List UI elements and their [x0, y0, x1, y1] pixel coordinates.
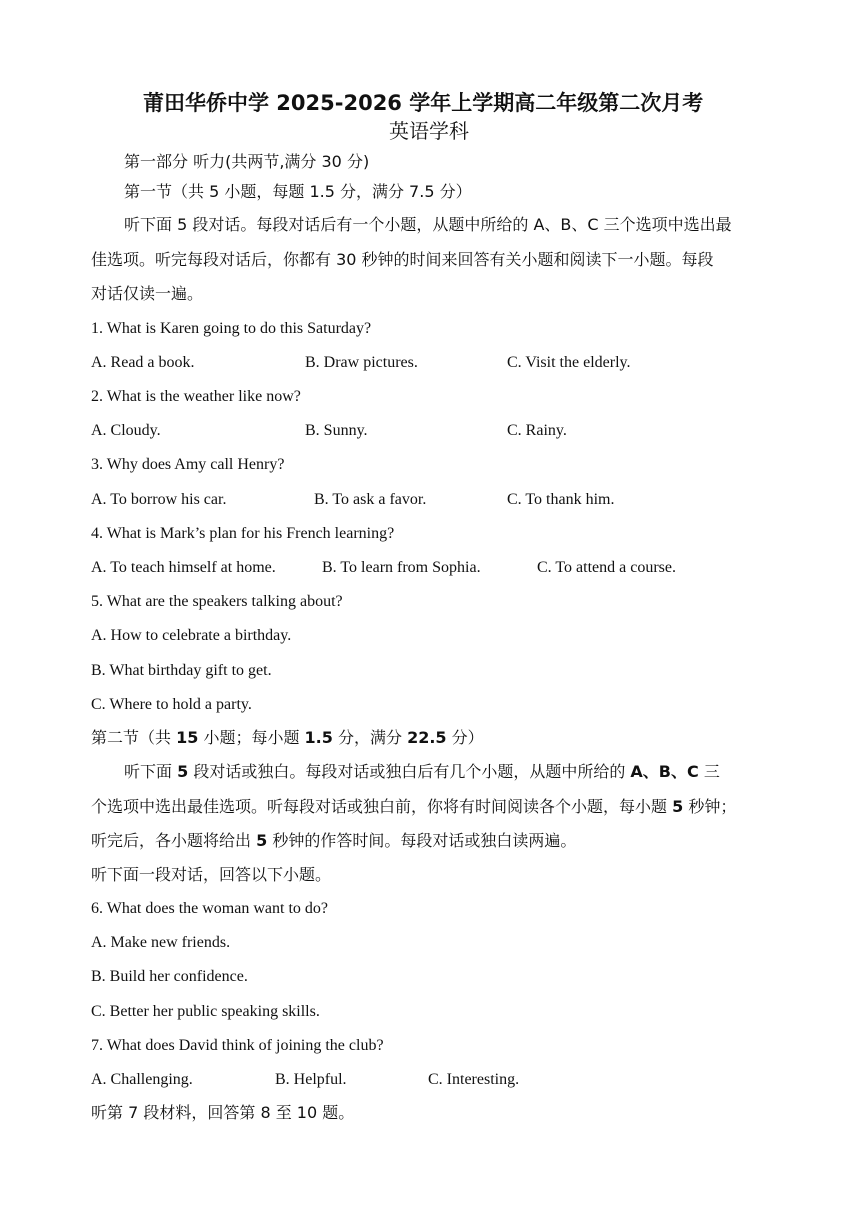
question-1: 1. What is Karen going to do this Saturday? — [91, 320, 372, 337]
listen-prompt: 听下面一段对话，回答以下小题。 — [91, 865, 332, 884]
material-7-prompt: 听第 7 段材料，回答第 8 至 10 题。 — [91, 1103, 355, 1122]
question-6-option-a: A. Make new friends. — [91, 934, 231, 951]
question-6-option-c: C. Better her public speaking skills. — [91, 1003, 320, 1020]
section1-heading: 第一节（共 5 小题，每题 1.5 分，满分 7.5 分） — [124, 182, 472, 201]
question-2-option-b: B. Sunny. — [305, 422, 368, 439]
section1-instruction-line2: 佳选项。听完每段对话后，你都有 30 秒钟的时间来回答有关小题和阅读下一小题。每段 — [91, 250, 714, 269]
section2-instruction-line2: 个选项中选出最佳选项。听每段对话或独白前，你将有时间阅读各个小题，每小题 5 秒钟； — [91, 797, 737, 816]
question-4-option-a: A. To teach himself at home. — [91, 559, 276, 576]
question-3-option-b: B. To ask a favor. — [314, 491, 427, 508]
question-1-option-a: A. Read a book. — [91, 354, 195, 371]
question-4: 4. What is Mark’s plan for his French learning? — [91, 525, 395, 542]
section1-instruction-line1: 听下面 5 段对话。每段对话后有一个小题，从题中所给的 A、B、C 三个选项中选出最 — [124, 215, 732, 234]
question-2: 2. What is the weather like now? — [91, 388, 301, 405]
question-7-option-b: B. Helpful. — [275, 1071, 347, 1088]
question-7-option-c: C. Interesting. — [428, 1071, 520, 1088]
question-3-option-a: A. To borrow his car. — [91, 491, 227, 508]
question-5-option-c: C. Where to hold a party. — [91, 696, 252, 713]
question-2-option-c: C. Rainy. — [507, 422, 567, 439]
question-1-option-b: B. Draw pictures. — [305, 354, 418, 371]
question-7: 7. What does David think of joining the club? — [91, 1037, 384, 1054]
part1-heading: 第一部分 听力(共两节,满分 30 分) — [124, 152, 370, 171]
exam-title: 莆田华侨中学 2025-2026 学年上学期高二年级第二次月考 — [143, 91, 704, 115]
subject-title: 英语学科 — [389, 119, 469, 143]
section2-instruction-line1: 听下面 5 段对话或独白。每段对话或独白后有几个小题，从题中所给的 A、B、C 三 — [124, 762, 720, 781]
section2-instruction-line3: 听完后，各小题将给出 5 秒钟的作答时间。每段对话或独白读两遍。 — [91, 831, 577, 850]
question-4-option-b: B. To learn from Sophia. — [322, 559, 481, 576]
question-3-option-c: C. To thank him. — [507, 491, 615, 508]
question-1-option-c: C. Visit the elderly. — [507, 354, 631, 371]
question-6: 6. What does the woman want to do? — [91, 900, 328, 917]
question-6-option-b: B. Build her confidence. — [91, 968, 248, 985]
question-4-option-c: C. To attend a course. — [537, 559, 676, 576]
question-2-option-a: A. Cloudy. — [91, 422, 161, 439]
question-5-option-a: A. How to celebrate a birthday. — [91, 627, 292, 644]
question-7-option-a: A. Challenging. — [91, 1071, 193, 1088]
section2-heading: 第二节（共 15 小题；每小题 1.5 分，满分 22.5 分） — [91, 728, 484, 747]
question-3: 3. Why does Amy call Henry? — [91, 456, 285, 473]
question-5-option-b: B. What birthday gift to get. — [91, 662, 272, 679]
question-5: 5. What are the speakers talking about? — [91, 593, 343, 610]
section1-instruction-line3: 对话仅读一遍。 — [91, 284, 204, 303]
